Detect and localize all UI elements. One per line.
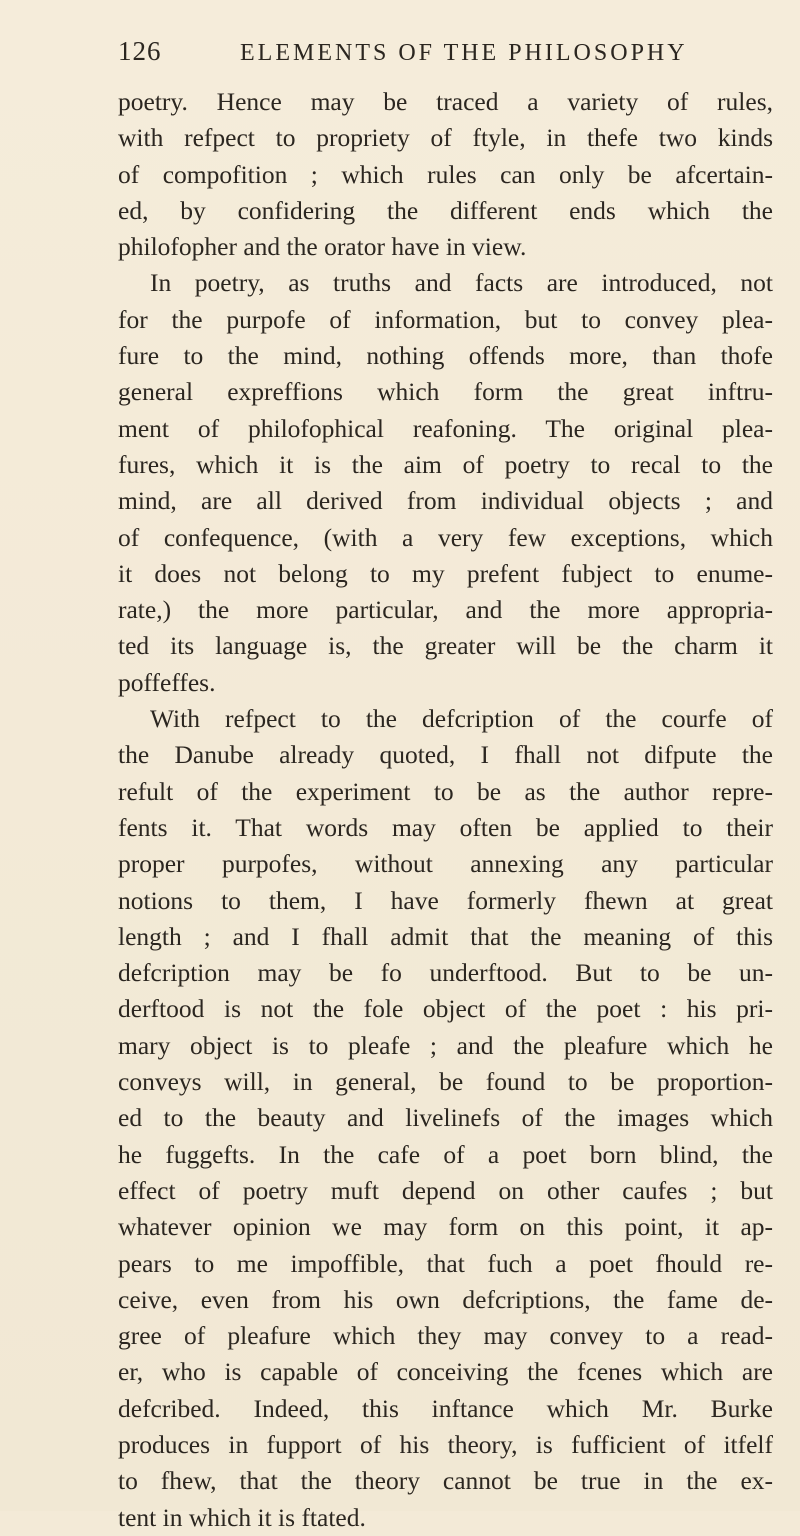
text-line: whatever opinion we may form on this point, it ap-: [118, 1212, 773, 1242]
text-line: the Danube already quoted, I fhall not difpute the: [118, 740, 773, 770]
text-line: mary object is to pleafe ; and the pleafure which he: [118, 1030, 773, 1060]
text-line: poffeffes.: [118, 667, 216, 697]
text-line: fure to the mind, nothing offends more, than thofe: [118, 341, 773, 371]
text-line: ceive, even from his own defcriptions, the fame de-: [118, 1284, 773, 1314]
body-text: [118, 84, 773, 1536]
text-line: general expreffions which form the great inftru-: [118, 377, 773, 407]
text-line: for the purpofe of information, but to convey plea-: [118, 304, 773, 334]
text-line: with refpect to propriety of ftyle, in thefe two kinds: [118, 123, 773, 153]
text-line: length ; and I fhall admit that the meaning of this: [118, 921, 773, 951]
running-head-title: ELEMENTS OF THE PHILOSOPHY: [240, 40, 688, 66]
text-line: it does not belong to my prefent fubject to enume-: [118, 558, 773, 588]
text-line: pears to me impoffible, that fuch a poet fhould re-: [118, 1248, 773, 1278]
text-line: of compofition ; which rules can only be afcertain-: [118, 159, 773, 189]
text-line: ment of philofophical reafoning. The original plea-: [118, 413, 773, 443]
text-line: poetry. Hence may be traced a variety of rules,: [118, 87, 773, 116]
text-line: conveys will, in general, be found to be proportion-: [118, 1067, 773, 1097]
text-line: ed, by confidering the different ends which the: [118, 195, 773, 225]
text-line: derftood is not the fole object of the poet : his pri-: [118, 994, 773, 1024]
text-line: defcribed. Indeed, this inftance which Mr. Burke: [118, 1393, 773, 1423]
text-line: philofopher and the orator have in view.: [118, 232, 527, 262]
text-line: er, who is capable of conceiving the fcenes which are: [118, 1357, 773, 1387]
text-line: ed to the beauty and livelinefs of the images which: [118, 1103, 773, 1133]
text-line: With refpect to the defcription of the courfe of: [150, 704, 773, 734]
text-line: he fuggefts. In the cafe of a poet born blind, the: [118, 1139, 773, 1169]
text-line: mind, are all derived from individual objects ; and: [118, 486, 773, 516]
text-line: produces in fupport of his theory, is fufficient of itfelf: [118, 1429, 773, 1459]
text-line: ted its language is, the greater will be the charm it: [118, 631, 773, 661]
text-line: proper purpofes, without annexing any particular: [118, 849, 773, 879]
text-line: fents it. That words may often be applied to their: [118, 812, 773, 842]
text-line: In poetry, as truths and facts are introduced, not: [150, 268, 773, 298]
text-line: notions to them, I have formerly fhewn at great: [118, 885, 773, 915]
text-line: tent in which it is ftated.: [118, 1502, 366, 1532]
text-line: effect of poetry muft depend on other caufes ; but: [118, 1175, 773, 1205]
running-head: [118, 36, 730, 76]
text-line: fures, which it is the aim of poetry to recal to the: [118, 449, 773, 479]
text-line: gree of pleafure which they may convey to a read-: [118, 1321, 773, 1351]
page-number: 126: [118, 36, 162, 66]
text-line: rate,) the more particular, and the more appropria-: [118, 595, 773, 625]
text-line: to fhew, that the theory cannot be true in the ex-: [118, 1466, 773, 1496]
text-line: of confequence, (with a very few exceptions, which: [118, 522, 773, 552]
text-line: defcription may be fo underftood. But to be un-: [118, 958, 773, 988]
text-line: refult of the experiment to be as the author repre-: [118, 776, 773, 806]
